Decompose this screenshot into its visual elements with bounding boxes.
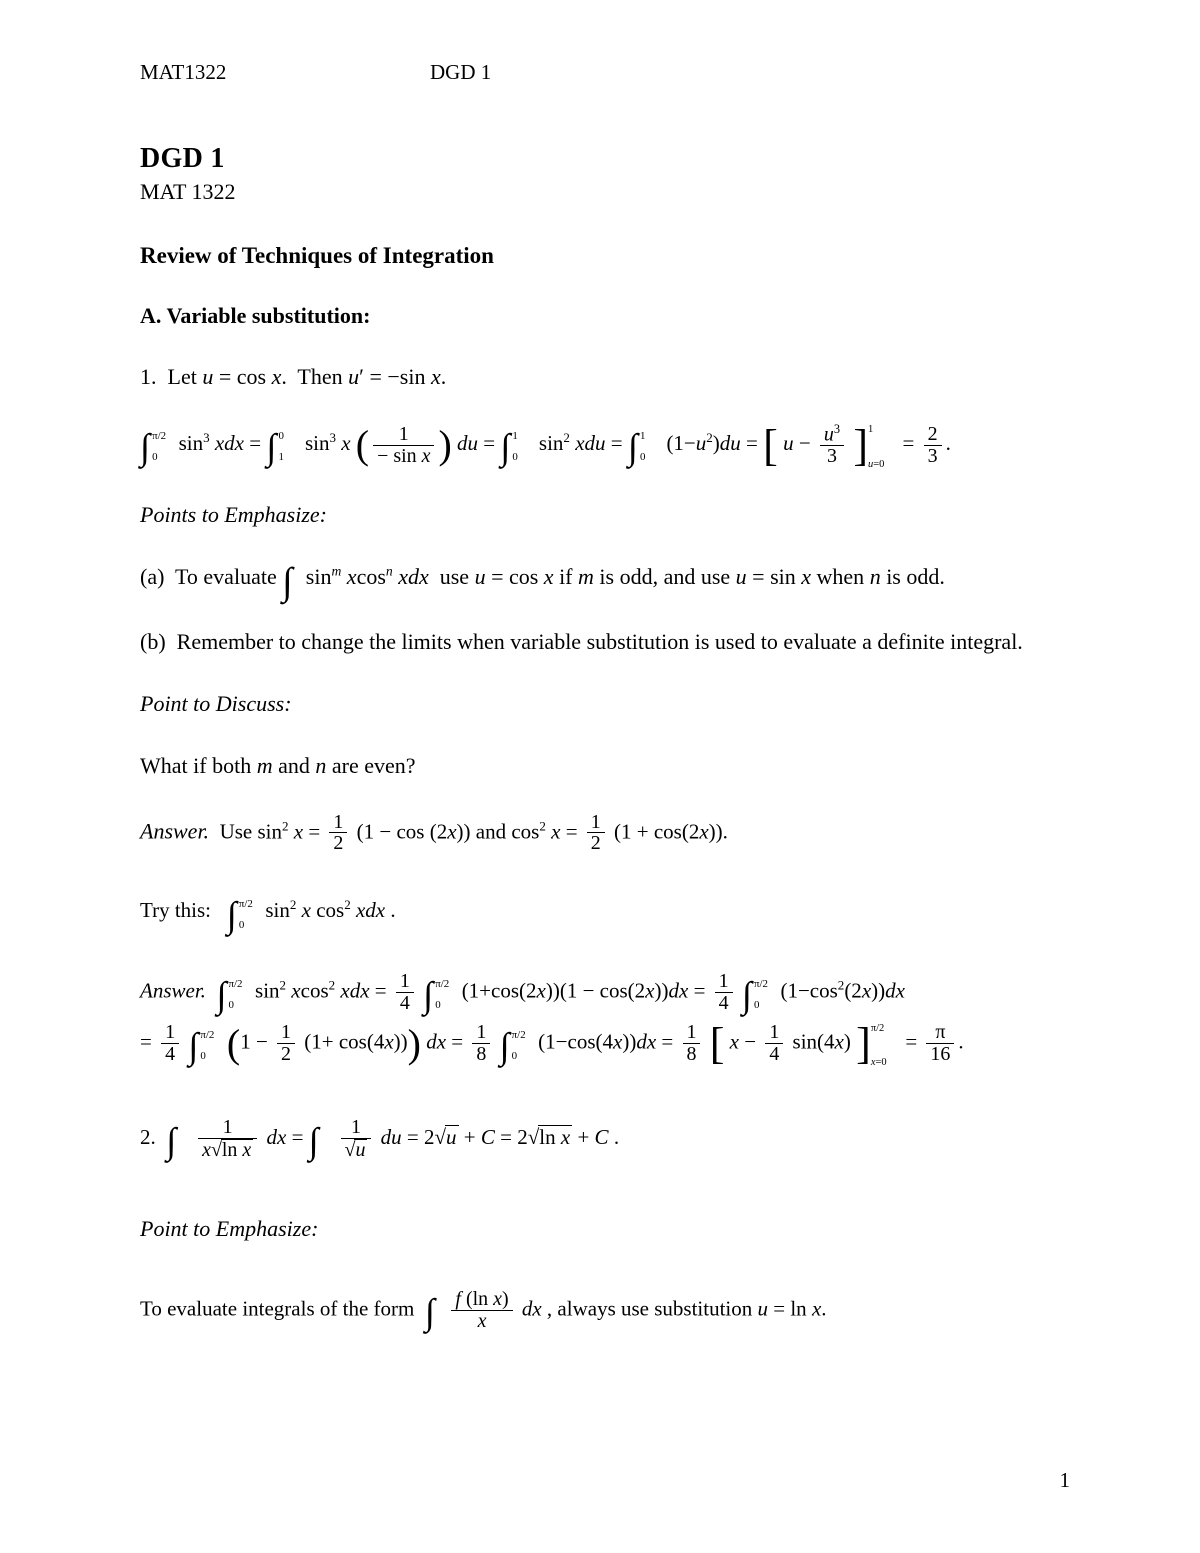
points-to-emphasize-heading-1: Points to Emphasize: xyxy=(140,502,327,528)
try-this: Try this: ∫ π/2 0 $\sin^2 x$ $\cos^2$ xdx . xyxy=(140,893,396,935)
header-doc-label: DGD 1 xyxy=(430,60,492,84)
page-title: DGD 1 xyxy=(140,143,225,174)
point-b: (b) Remember to change the limits when variable substitution is used to evaluate a definite integral. xyxy=(140,628,1023,654)
section-title: Review of Techniques of Integration xyxy=(140,243,494,268)
point-a: (a) To evaluate ∫ $\sin^m xcos^n$ xdx use u = cos x if m is odd, and use u = sin x when n is odd. xyxy=(140,560,945,603)
page-number: 1 xyxy=(1059,1468,1070,1492)
point-to-discuss-heading: Point to Discuss: xyxy=(140,690,292,716)
header-course-code: MAT1322 xyxy=(140,60,227,84)
item-2-equation: 2. ∫ $\frac{1}{\text{x√ln x}}$ dx = ∫ $\frac{1}{√u}$ du = 2√u + C = 2√ln x + C . xyxy=(140,1116,620,1161)
answer-1: Answer. Use $\sin^2 x$ = $\frac{1}{2}$ (1 − cos (2x)) and $\cos^2 x$ = $\frac{1}{2}$ (1 + cos(2x)). xyxy=(140,810,728,855)
equation-1: ∫ π/2 0 $\sin^3$ xdx = ∫ 0 1 $\sin^3 x$ ( $\frac{1}{\text{− sin x}}$ ) du = ∫ 1 0 $\sin^2$ xdu = ∫ 1 0 $(1-u^2)du$ = [ u − $\frac{u^3}{3}$ ] 1 u=0 = $\frac{2}{3}$ . xyxy=(140,420,951,470)
subsection-a-heading: A. Variable substitution: xyxy=(140,303,371,328)
page-header xyxy=(140,60,1060,85)
item-1-intro: 1. Let u = cos x. Then u′ = −sin x. xyxy=(140,364,447,389)
page-subtitle: MAT 1322 xyxy=(140,179,236,204)
answer-2-line-2: = $\frac{1}{4}$ ∫ π/2 0 (1 − $\frac{1}{2}$ (1+ cos(4x))) dx = $\frac{1}{8}$ ∫ π/2 0 (1−cos(4x))dx = $\frac{1}{8}$ [ x − $\frac{1}{4}$ sin(4x) ] π/2 x=0 = $\frac{\pi}{16}$ . xyxy=(140,1019,964,1069)
points-to-emphasize-heading-2: Point to Emphasize: xyxy=(140,1215,319,1241)
discuss-question: What if both m and n are even? xyxy=(140,752,416,778)
final-line: To evaluate integrals of the form ∫ $\frac{\text{f (ln x)}}{x}$ dx , always use substitution u = ln x. xyxy=(140,1287,827,1333)
answer-2-line-1: Answer. ∫ π/2 0 $\sin^2 xcos^2$ xdx = $\frac{1}{4}$ ∫ π/2 0 (1+cos(2x))(1 − cos(2x))dx = $\frac{1}{4}$ ∫ π/2 0 $(1-\cos^2(2x))dx$ xyxy=(140,970,905,1015)
